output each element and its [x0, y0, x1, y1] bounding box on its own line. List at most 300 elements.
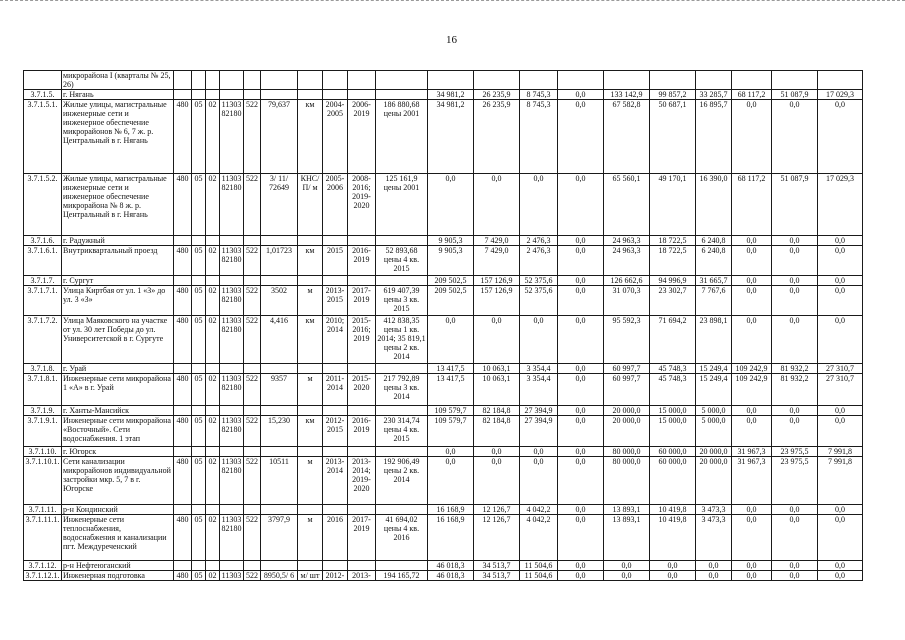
unit: км — [298, 246, 323, 276]
value-cell: 0,0 — [732, 246, 772, 276]
row-code: 3.7.1.11.1. — [24, 515, 62, 561]
col-code-d: 11303 — [220, 571, 244, 581]
capacity: 10511 — [261, 457, 298, 505]
value-cell: 99 857,2 — [650, 90, 696, 100]
unit: м — [298, 515, 323, 561]
value-cell: 0,0 — [732, 316, 772, 364]
value-cell: 0,0 — [818, 236, 863, 246]
row-name: микрорайона I (кварталы № 25, 26) — [62, 71, 174, 90]
value-cell: 0,0 — [732, 515, 772, 561]
value-cell: 60 997,7 — [604, 364, 650, 374]
unit — [298, 276, 323, 286]
unit — [298, 505, 323, 515]
row-code: 3.7.1.9.1. — [24, 416, 62, 447]
value-cell: 0,0 — [818, 561, 863, 571]
value-cell: 51 087,9 — [772, 174, 818, 236]
value-cell: 18 722,5 — [650, 236, 696, 246]
value-cell: 9 905,3 — [428, 246, 474, 276]
value-cell — [772, 71, 818, 90]
value-cell: 0,0 — [558, 90, 604, 100]
start-year: 2011-2014 — [323, 374, 348, 406]
col-code-b — [192, 236, 206, 246]
col-code-a: 480 — [174, 100, 192, 174]
value-cell: 16 168,9 — [428, 515, 474, 561]
capacity — [261, 90, 298, 100]
col-code-d: 11303 82180 — [220, 416, 244, 447]
section-row — [24, 236, 863, 246]
value-cell: 17 029,3 — [818, 174, 863, 236]
col-code-a: 480 — [174, 457, 192, 505]
row-code: 3.7.1.10.1. — [24, 457, 62, 505]
end-year — [348, 447, 376, 457]
end-year — [348, 236, 376, 246]
start-year: 2004-2005 — [323, 100, 348, 174]
start-year — [323, 90, 348, 100]
value-cell: 27 310,7 — [818, 364, 863, 374]
start-year: 2012- — [323, 571, 348, 581]
col-code-c: 02 — [206, 515, 220, 561]
estimated-cost: 230 314,74 цены 4 кв. 2015 — [376, 416, 428, 447]
col-code-d: 11303 82180 — [220, 316, 244, 364]
col-code-a: 480 — [174, 246, 192, 276]
value-cell: 0,0 — [772, 505, 818, 515]
value-cell: 20 000,0 — [604, 416, 650, 447]
capacity: 4,416 — [261, 316, 298, 364]
value-cell — [520, 71, 558, 90]
value-cell: 0,0 — [772, 286, 818, 316]
value-cell: 0,0 — [558, 276, 604, 286]
col-code-d — [220, 447, 244, 457]
row-code: 3.7.1.9. — [24, 406, 62, 416]
value-cell: 0,0 — [732, 505, 772, 515]
col-code-e — [244, 447, 261, 457]
value-cell: 51 087,9 — [772, 90, 818, 100]
estimated-cost — [376, 561, 428, 571]
value-cell: 8 745,3 — [520, 100, 558, 174]
value-cell: 31 665,7 — [696, 276, 732, 286]
value-cell: 0,0 — [818, 505, 863, 515]
estimated-cost — [376, 505, 428, 515]
value-cell: 16 390,0 — [696, 174, 732, 236]
value-cell: 0,0 — [732, 416, 772, 447]
value-cell: 46 018,3 — [428, 561, 474, 571]
value-cell: 0,0 — [772, 515, 818, 561]
value-cell: 133 142,9 — [604, 90, 650, 100]
value-cell: 109 242,9 — [732, 374, 772, 406]
value-cell: 0,0 — [428, 457, 474, 505]
value-cell: 67 582,8 — [604, 100, 650, 174]
col-code-c — [206, 447, 220, 457]
value-cell: 0,0 — [558, 406, 604, 416]
value-cell: 10 063,1 — [474, 374, 520, 406]
start-year — [323, 447, 348, 457]
col-code-c: 02 — [206, 316, 220, 364]
row-code: 3.7.1.8. — [24, 364, 62, 374]
col-code-a — [174, 505, 192, 515]
value-cell: 45 748,3 — [650, 374, 696, 406]
value-cell: 15 249,4 — [696, 374, 732, 406]
col-code-b: 05 — [192, 374, 206, 406]
col-code-c: 02 — [206, 416, 220, 447]
unit — [298, 561, 323, 571]
col-code-a — [174, 71, 192, 90]
value-cell: 68 117,2 — [732, 174, 772, 236]
value-cell: 52 375,6 — [520, 276, 558, 286]
estimated-cost: 412 838,35 цены 1 кв. 2014; 35 819,1 цены 2 кв. 2014 — [376, 316, 428, 364]
value-cell: 11 504,6 — [520, 561, 558, 571]
row-code: 3.7.1.8.1. — [24, 374, 62, 406]
table-row — [24, 286, 863, 316]
value-cell: 3 354,4 — [520, 364, 558, 374]
col-code-a: 480 — [174, 316, 192, 364]
value-cell: 0,0 — [732, 406, 772, 416]
value-cell: 0,0 — [520, 457, 558, 505]
capacity: 3502 — [261, 286, 298, 316]
unit — [298, 90, 323, 100]
value-cell: 18 722,5 — [650, 246, 696, 276]
value-cell: 81 932,2 — [772, 374, 818, 406]
row-name: Сети канализации микрорайонов индивидуальной застройки мкр. 5, 7 в г. Югорске — [62, 457, 174, 505]
value-cell: 17 029,3 — [818, 90, 863, 100]
col-code-e — [244, 71, 261, 90]
section-row — [24, 90, 863, 100]
value-cell: 0,0 — [558, 571, 604, 581]
table-row — [24, 374, 863, 406]
col-code-e: 522 — [244, 515, 261, 561]
value-cell: 20 000,0 — [696, 457, 732, 505]
value-cell: 60 997,7 — [604, 374, 650, 406]
col-code-c: 02 — [206, 286, 220, 316]
value-cell: 0,0 — [818, 406, 863, 416]
value-cell: 0,0 — [558, 447, 604, 457]
end-year — [348, 406, 376, 416]
capacity — [261, 561, 298, 571]
estimated-cost — [376, 447, 428, 457]
table-row — [24, 515, 863, 561]
col-code-c — [206, 505, 220, 515]
col-code-b: 05 — [192, 571, 206, 581]
value-cell — [696, 71, 732, 90]
value-cell: 34 981,2 — [428, 90, 474, 100]
row-code: 3.7.1.12. — [24, 561, 62, 571]
row-name: г. Югорск — [62, 447, 174, 457]
section-row — [24, 447, 863, 457]
col-code-e: 522 — [244, 416, 261, 447]
row-code — [24, 71, 62, 90]
col-code-a: 480 — [174, 286, 192, 316]
estimated-cost: 194 165,72 — [376, 571, 428, 581]
value-cell: 23 975,5 — [772, 447, 818, 457]
col-code-b — [192, 71, 206, 90]
end-year: 2013- — [348, 571, 376, 581]
value-cell: 0,0 — [604, 571, 650, 581]
value-cell: 31 967,3 — [732, 457, 772, 505]
value-cell: 0,0 — [818, 276, 863, 286]
value-cell: 0,0 — [732, 100, 772, 174]
value-cell: 0,0 — [818, 416, 863, 447]
value-cell: 12 126,7 — [474, 515, 520, 561]
value-cell: 0,0 — [558, 316, 604, 364]
col-code-e — [244, 505, 261, 515]
value-cell: 0,0 — [772, 236, 818, 246]
end-year — [348, 71, 376, 90]
col-code-d: 11303 82180 — [220, 374, 244, 406]
col-code-c — [206, 276, 220, 286]
capacity: 79,637 — [261, 100, 298, 174]
end-year — [348, 561, 376, 571]
col-code-b — [192, 364, 206, 374]
capacity: 1,01723 — [261, 246, 298, 276]
value-cell: 0,0 — [818, 515, 863, 561]
col-code-d: 11303 82180 — [220, 100, 244, 174]
col-code-a: 480 — [174, 416, 192, 447]
value-cell: 68 117,2 — [732, 90, 772, 100]
value-cell: 95 592,3 — [604, 316, 650, 364]
estimated-cost — [376, 236, 428, 246]
estimated-cost — [376, 71, 428, 90]
col-code-e: 522 — [244, 316, 261, 364]
estimated-cost — [376, 90, 428, 100]
table-row — [24, 457, 863, 505]
value-cell: 0,0 — [732, 571, 772, 581]
row-code: 3.7.1.12.1. — [25, 571, 60, 580]
value-cell: 0,0 — [558, 515, 604, 561]
unit: м — [298, 374, 323, 406]
row-name: р-н Нефтеюганский — [62, 561, 174, 571]
value-cell: 0,0 — [818, 316, 863, 364]
col-code-e: 522 — [244, 571, 261, 581]
value-cell: 23 302,7 — [650, 286, 696, 316]
row-name: р-н Кондинский — [62, 505, 174, 515]
value-cell: 3 473,3 — [696, 505, 732, 515]
value-cell: 27 394,9 — [520, 406, 558, 416]
col-code-d — [220, 406, 244, 416]
value-cell: 5 000,0 — [696, 416, 732, 447]
value-cell — [818, 71, 863, 90]
start-year — [323, 236, 348, 246]
value-cell: 34 981,2 — [428, 100, 474, 174]
col-code-b: 05 — [192, 286, 206, 316]
value-cell: 109 579,7 — [428, 416, 474, 447]
start-year — [323, 364, 348, 374]
page-top-edge — [0, 0, 905, 5]
row-name: г. Урай — [62, 364, 174, 374]
capacity — [261, 406, 298, 416]
row-code: 3.7.1.7.1. — [24, 286, 62, 316]
value-cell: 27 310,7 — [818, 374, 863, 406]
value-cell: 0,0 — [558, 286, 604, 316]
col-code-e: 522 — [244, 286, 261, 316]
col-code-c — [206, 71, 220, 90]
end-year: 2006-2019 — [348, 100, 376, 174]
value-cell: 0,0 — [696, 561, 732, 571]
col-code-d — [220, 364, 244, 374]
value-cell: 3 354,4 — [520, 374, 558, 406]
value-cell: 0,0 — [772, 406, 818, 416]
value-cell: 20 000,0 — [604, 406, 650, 416]
value-cell: 109 579,7 — [428, 406, 474, 416]
col-code-e: 522 — [244, 100, 261, 174]
value-cell: 82 184,8 — [474, 416, 520, 447]
col-code-e: 522 — [244, 374, 261, 406]
value-cell: 7 767,6 — [696, 286, 732, 316]
row-name: Инженерная подготовка — [62, 571, 174, 581]
unit: м — [298, 286, 323, 316]
start-year: 2012-2015 — [323, 416, 348, 447]
value-cell: 0,0 — [558, 174, 604, 236]
value-cell: 0,0 — [732, 236, 772, 246]
estimated-cost: 217 792,89 цены 3 кв. 2014 — [376, 374, 428, 406]
row-name: Улица Киртбая от ул. 1 «З» до ул. 3 «З» — [62, 286, 174, 316]
value-cell: 3 473,3 — [696, 515, 732, 561]
value-cell: 33 285,7 — [696, 90, 732, 100]
value-cell: 0,0 — [520, 447, 558, 457]
value-cell: 13 893,1 — [604, 505, 650, 515]
value-cell: 60 000,0 — [650, 457, 696, 505]
end-year: 2015-2020 — [348, 374, 376, 406]
section-row — [24, 276, 863, 286]
col-code-b — [192, 505, 206, 515]
unit — [298, 406, 323, 416]
estimated-cost: 52 893,68 цены 4 кв. 2015 — [376, 246, 428, 276]
start-year — [323, 276, 348, 286]
capacity: 3797,9 — [261, 515, 298, 561]
value-cell: 2 476,3 — [520, 236, 558, 246]
value-cell: 0,0 — [772, 276, 818, 286]
value-cell: 60 000,0 — [650, 447, 696, 457]
capacity — [261, 236, 298, 246]
value-cell: 71 694,2 — [650, 316, 696, 364]
start-year — [323, 561, 348, 571]
row-code: 3.7.1.10. — [24, 447, 62, 457]
value-cell: 157 126,9 — [474, 286, 520, 316]
value-cell: 0,0 — [772, 561, 818, 571]
row-name: Улица Маяковского на участке от ул. 30 лет Победы до ул. Университетской в г. Сургуте — [62, 316, 174, 364]
value-cell: 0,0 — [558, 505, 604, 515]
value-cell: 0,0 — [696, 571, 732, 581]
value-cell: 20 000,0 — [696, 447, 732, 457]
value-cell: 7 429,0 — [474, 236, 520, 246]
col-code-d: 11303 82180 — [220, 457, 244, 505]
value-cell: 157 126,9 — [474, 276, 520, 286]
col-code-b: 05 — [192, 316, 206, 364]
col-code-d: 11303 82180 — [220, 286, 244, 316]
value-cell: 31 967,3 — [732, 447, 772, 457]
value-cell: 80 000,0 — [604, 457, 650, 505]
section-row — [24, 364, 863, 374]
estimated-cost: 186 880,68 цены 2001 — [376, 100, 428, 174]
value-cell: 34 513,7 — [474, 571, 520, 581]
value-cell: 0,0 — [732, 276, 772, 286]
start-year — [323, 406, 348, 416]
capacity — [261, 364, 298, 374]
col-code-b — [192, 276, 206, 286]
table-body — [24, 71, 863, 581]
unit: КНС/ П/ м — [298, 174, 323, 236]
value-cell: 0,0 — [650, 561, 696, 571]
row-name: г. Нягань — [62, 90, 174, 100]
col-code-c — [206, 236, 220, 246]
col-code-c: 02 — [206, 571, 220, 581]
estimated-cost: 41 694,02 цены 4 кв. 2016 — [376, 515, 428, 561]
col-code-b: 05 — [192, 246, 206, 276]
col-code-c: 02 — [206, 374, 220, 406]
value-cell: 45 748,3 — [650, 364, 696, 374]
capacity — [261, 276, 298, 286]
value-cell: 0,0 — [818, 286, 863, 316]
end-year — [348, 90, 376, 100]
col-code-c — [206, 364, 220, 374]
end-year: 2016-2019 — [348, 416, 376, 447]
value-cell: 23 975,5 — [772, 457, 818, 505]
col-code-a — [174, 364, 192, 374]
value-cell: 0,0 — [818, 246, 863, 276]
table-row — [24, 416, 863, 447]
col-code-a — [174, 561, 192, 571]
section-row — [24, 561, 863, 571]
value-cell: 0,0 — [818, 100, 863, 174]
value-cell: 209 502,5 — [428, 286, 474, 316]
value-cell: 13 417,5 — [428, 374, 474, 406]
col-code-d — [220, 276, 244, 286]
value-cell: 4 042,2 — [520, 515, 558, 561]
unit: м — [298, 457, 323, 505]
col-code-a — [174, 406, 192, 416]
value-cell: 81 932,2 — [772, 364, 818, 374]
value-cell: 109 242,9 — [732, 364, 772, 374]
value-cell: 65 560,1 — [604, 174, 650, 236]
col-code-e — [244, 406, 261, 416]
col-code-e — [244, 236, 261, 246]
col-code-a — [174, 236, 192, 246]
col-code-c: 02 — [206, 246, 220, 276]
value-cell: 27 394,9 — [520, 416, 558, 447]
value-cell: 209 502,5 — [428, 276, 474, 286]
value-cell: 24 963,3 — [604, 236, 650, 246]
value-cell: 24 963,3 — [604, 246, 650, 276]
value-cell — [428, 71, 474, 90]
col-code-a — [174, 90, 192, 100]
value-cell: 10 063,1 — [474, 364, 520, 374]
value-cell: 10 419,8 — [650, 505, 696, 515]
col-code-a: 480 — [174, 174, 192, 236]
value-cell: 0,0 — [772, 316, 818, 364]
value-cell: 0,0 — [474, 457, 520, 505]
end-year: 2017-2019 — [348, 286, 376, 316]
value-cell: 0,0 — [772, 571, 818, 581]
col-code-b — [192, 561, 206, 571]
col-code-d: 11303 82180 — [220, 246, 244, 276]
start-year: 2013-2014 — [323, 457, 348, 505]
value-cell: 26 235,9 — [474, 90, 520, 100]
start-year — [323, 71, 348, 90]
row-code: 3.7.1.5.2. — [24, 174, 62, 236]
value-cell: 0,0 — [604, 561, 650, 571]
continuation-row — [24, 71, 863, 90]
estimated-cost — [376, 406, 428, 416]
start-year: 2005-2006 — [323, 174, 348, 236]
col-code-c: 02 — [206, 100, 220, 174]
col-code-b: 05 — [192, 100, 206, 174]
value-cell: 0,0 — [428, 447, 474, 457]
col-code-d — [220, 505, 244, 515]
value-cell: 0,0 — [428, 316, 474, 364]
capacity: 15,230 — [261, 416, 298, 447]
value-cell: 15 000,0 — [650, 406, 696, 416]
value-cell: 4 042,2 — [520, 505, 558, 515]
unit — [298, 447, 323, 457]
capacity: 3/ 11/ 72649 — [261, 174, 298, 236]
